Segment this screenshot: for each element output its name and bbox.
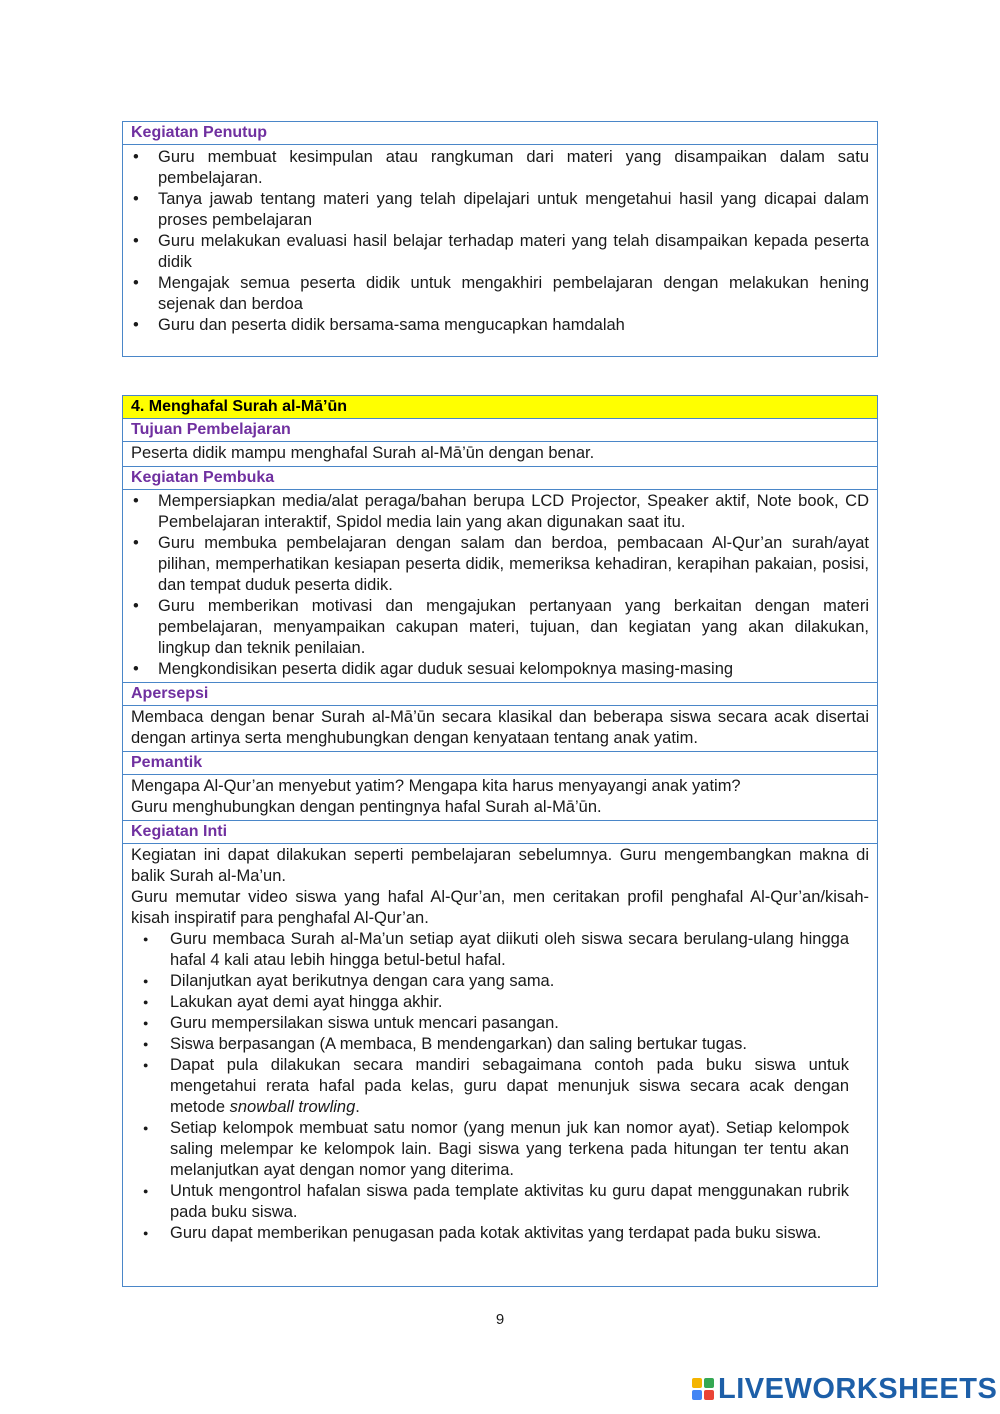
pembuka-list-cell	[123, 490, 877, 683]
pemantik-line-1: Mengapa Al-Qur’an menyebut yatim? Mengapa kita harus menyayangi anak yatim?	[131, 777, 741, 795]
inti-paragraph-2: Guru memutar video siswa yang hafal Al-Qur’an, men ceritakan profil penghafal Al-Qur’an/kisah-kisah inspiratif para penghafal Al-Qur’an.	[131, 888, 869, 927]
list-item: ● Siswa berpasangan (A membaca, B mendengarkan) dan saling bertukar tugas.	[131, 1034, 869, 1055]
method-name: snowball trowling	[229, 1098, 356, 1116]
inti-heading: Kegiatan Inti	[123, 821, 877, 844]
pembuka-list	[131, 491, 869, 680]
inti-cell	[123, 844, 877, 1246]
list-item: ● Guru mempersilakan siswa untuk mencari pasangan.	[131, 1013, 869, 1034]
apersepsi-heading: Apersepsi	[123, 683, 877, 706]
list-item: • Mempersiapkan media/alat peraga/bahan berupa LCD Projector, Speaker aktif, Note book, CD Pembelajaran interaktif, Spidol media lain yang akan digunakan saat itu.	[131, 491, 869, 533]
list-item: • Guru dan peserta didik bersama-sama mengucapkan hamdalah	[131, 315, 869, 336]
list-item: • Mengkondisikan peserta didik agar duduk sesuai kelompoknya masing-masing	[131, 659, 869, 680]
logo-square-3	[692, 1390, 702, 1400]
liveworksheets-logo[interactable]	[692, 1372, 997, 1406]
list-item	[131, 1055, 869, 1118]
tujuan-heading: Tujuan Pembelajaran	[123, 419, 877, 442]
pemantik-heading: Pemantik	[123, 752, 877, 775]
penutup-box	[122, 121, 878, 357]
list-item: • Guru melakukan evaluasi hasil belajar terhadap materi yang telah disampaikan kepada peserta didik	[131, 231, 869, 273]
inti-list	[131, 929, 869, 1244]
list-item: • Guru membuka pembelajaran dengan salam dan berdoa, pembacaan Al-Qur’an surah/ayat pilihan, memperhatikan kesiapan peserta didik, memeriksa kehadiran, kerapihan pakaian, posisi, dan tempat duduk peserta didik.	[131, 533, 869, 596]
logo-square-2	[704, 1378, 714, 1388]
list-item: ● Lakukan ayat demi ayat hingga akhir.	[131, 992, 869, 1013]
list-item: ● Guru membaca Surah al-Ma’un setiap ayat diikuti oleh siswa secara berulang-ulang hingga hafal 4 kali atau lebih hingga betul-betul hafal.	[131, 929, 869, 971]
logo-grid-icon	[692, 1378, 714, 1400]
list-item: ● Setiap kelompok membuat satu nomor (yang menun juk kan nomor ayat). Setiap kelompok saling melempar ke kelompok lain. Bagi siswa yang terkena pada hitungan ter tentu akan melanjutkan ayat dengan nomor yang diterima.	[131, 1118, 869, 1181]
item-text-end: .	[355, 1098, 360, 1116]
pemantik-cell	[123, 775, 877, 821]
logo-square-4	[704, 1390, 714, 1400]
section4-box	[122, 395, 878, 1287]
tujuan-text: Peserta didik mampu menghafal Surah al-Mā’ūn dengan benar.	[123, 442, 877, 467]
list-item: • Guru membuat kesimpulan atau rangkuman dari materi yang disampaikan dalam satu pembelajaran.	[131, 147, 869, 189]
penutup-list-cell	[123, 145, 877, 338]
logo-square-1	[692, 1378, 702, 1388]
list-item: • Mengajak semua peserta didik untuk mengakhiri pembelajaran dengan melakukan hening sejenak dan berdoa	[131, 273, 869, 315]
pembuka-heading: Kegiatan Pembuka	[123, 467, 877, 490]
list-item: • Tanya jawab tentang materi yang telah dipelajari untuk mengetahui hasil yang dicapai dalam proses pembelajaran	[131, 189, 869, 231]
section-title: 4. Menghafal Surah al-Mā’ūn	[123, 396, 877, 419]
inti-paragraph-1: Kegiatan ini dapat dilakukan seperti pembelajaran sebelumnya. Guru mengembangkan makna di balik Surah al-Ma’un.	[131, 846, 869, 885]
list-item: ● Untuk mengontrol hafalan siswa pada template aktivitas ku guru dapat menggunakan rubrik pada buku siswa.	[131, 1181, 869, 1223]
page-number: 9	[495, 1311, 505, 1328]
penutup-list	[131, 147, 869, 336]
list-item: ● Dilanjutkan ayat berikutnya dengan cara yang sama.	[131, 971, 869, 992]
brand-name: LIVEWORKSHEETS	[718, 1372, 998, 1405]
list-item: ● Guru dapat memberikan penugasan pada kotak aktivitas yang terdapat pada buku siswa.	[131, 1223, 869, 1244]
item-text: Dapat pula dilakukan secara mandiri sebagaimana contoh pada buku siswa untuk mengetahui rerata hafal pada kelas, guru dapat menunjuk siswa secara acak dengan metode	[170, 1056, 849, 1116]
pemantik-line-2: Guru menghubungkan dengan pentingnya hafal Surah al-Mā’ūn.	[131, 798, 602, 816]
apersepsi-text: Membaca dengan benar Surah al-Mā’ūn secara klasikal dan beberapa siswa secara acak disertai dengan artinya serta menghubungkan dengan kenyataan tentang anak yatim.	[123, 706, 877, 752]
penutup-heading: Kegiatan Penutup	[123, 122, 877, 145]
list-item: • Guru memberikan motivasi dan mengajukan pertanyaan yang berkaitan dengan materi pembelajaran, menyampaikan cakupan materi, tujuan, dan kegiatan yang akan dilakukan, lingkup dan teknik penilaian.	[131, 596, 869, 659]
